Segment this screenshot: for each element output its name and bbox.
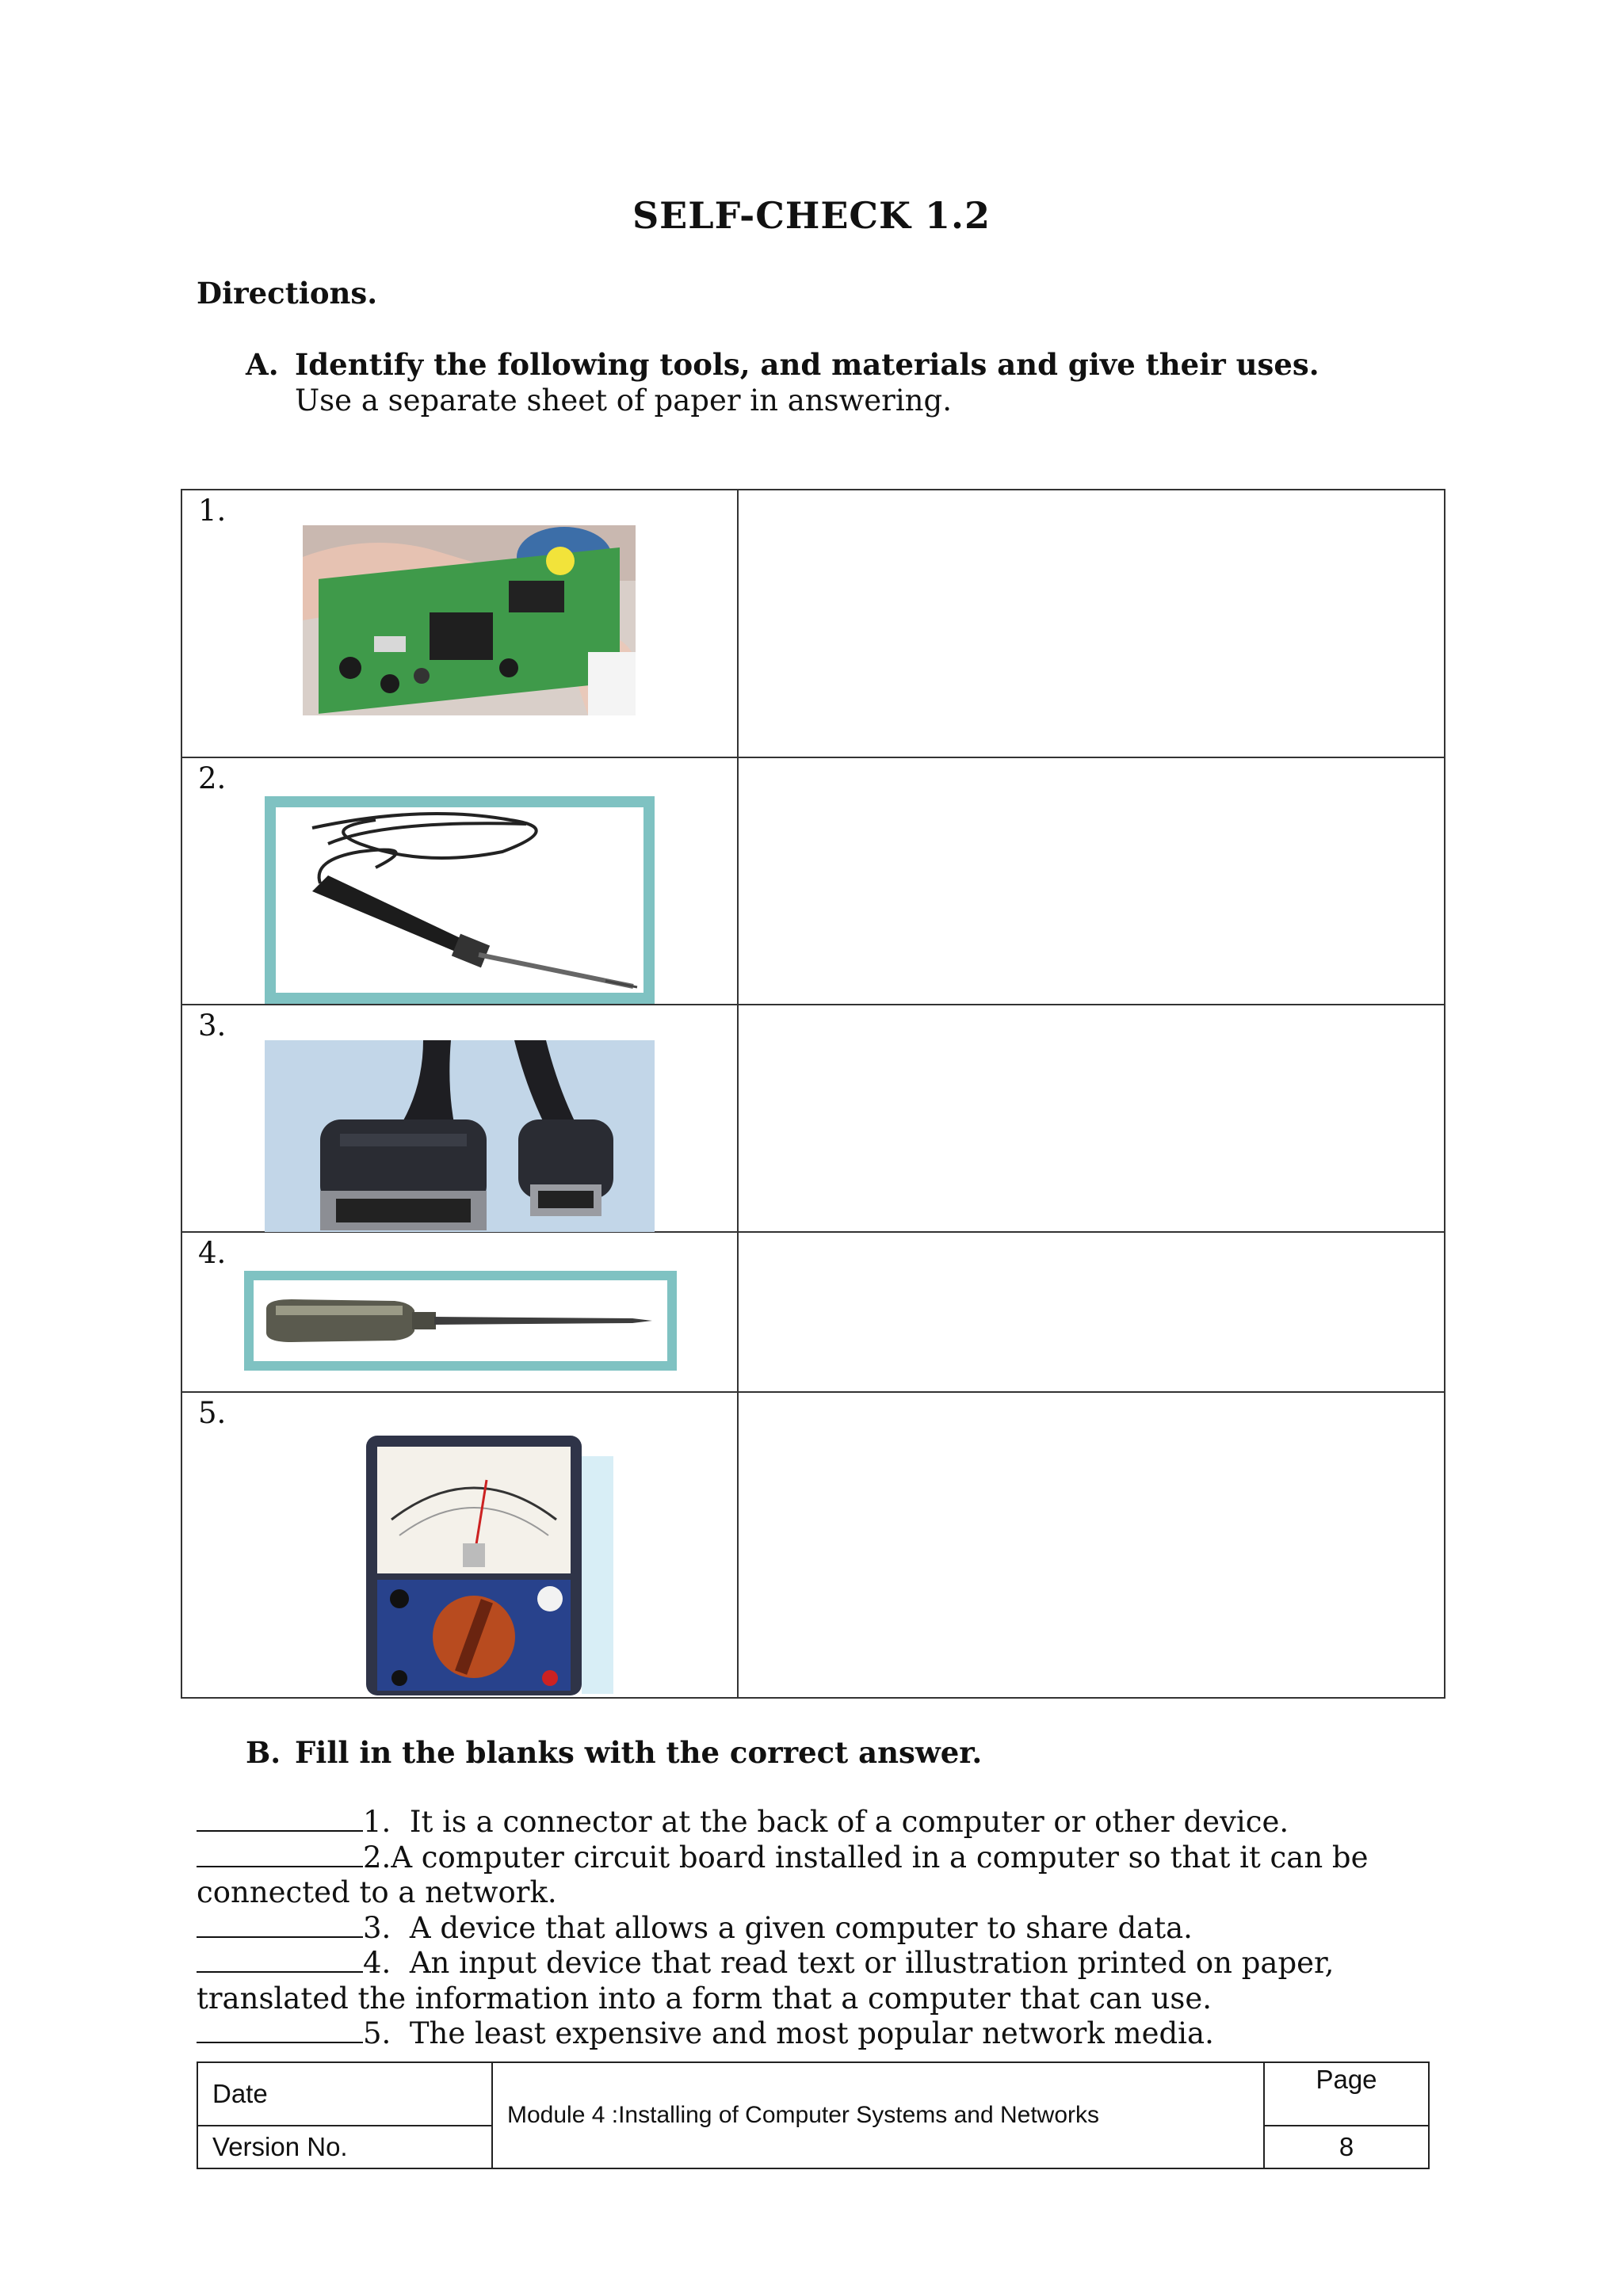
table-row xyxy=(181,1392,1445,1698)
item-number: 1. xyxy=(363,1805,391,1839)
tool-answer-cell[interactable] xyxy=(738,1392,1445,1698)
page-title: SELF-CHECK 1.2 xyxy=(632,194,991,237)
row-number: 4. xyxy=(198,1236,227,1270)
list-item xyxy=(197,1840,1433,1911)
part-a-heading xyxy=(246,347,1319,382)
footer-version-label: Version No. xyxy=(197,2126,492,2168)
answer-blank[interactable] xyxy=(197,1913,363,1938)
item-text: A computer circuit board installed in a computer so that it can be connected to a network. xyxy=(197,1840,1378,1909)
fill-in-list xyxy=(197,1805,1433,2052)
item-number: 4. xyxy=(363,1946,391,1980)
row-number: 3. xyxy=(198,1009,227,1043)
tools-table xyxy=(181,489,1445,1699)
tool-image-cell xyxy=(181,757,738,1005)
row-number: 5. xyxy=(198,1396,227,1430)
list-item xyxy=(197,1805,1433,1840)
tool-image-cell xyxy=(181,1392,738,1698)
item-number: 3. xyxy=(363,1910,391,1945)
item-text: The least expensive and most popular network media. xyxy=(391,2016,1214,2050)
part-b-heading-text: Fill in the blanks with the correct answer. xyxy=(295,1735,983,1770)
table-row xyxy=(181,490,1445,757)
tool-answer-cell[interactable] xyxy=(738,757,1445,1005)
part-a-note: Use a separate sheet of paper in answering. xyxy=(295,383,952,418)
tool-image-cell xyxy=(181,490,738,757)
part-a-letter: A. xyxy=(246,347,279,382)
tool-answer-cell[interactable] xyxy=(738,1005,1445,1232)
usb-cable-image xyxy=(265,1040,655,1232)
footer-page-number: 8 xyxy=(1264,2126,1429,2168)
answer-blank[interactable] xyxy=(197,1842,363,1867)
tool-image-cell xyxy=(181,1232,738,1392)
list-item xyxy=(197,1946,1433,2016)
soldering-iron-image xyxy=(265,796,655,1004)
screwdriver-image xyxy=(244,1271,677,1371)
part-b-heading xyxy=(246,1735,982,1770)
multimeter-image xyxy=(352,1425,621,1697)
row-number: 2. xyxy=(198,761,227,795)
answer-blank[interactable] xyxy=(197,2018,363,2043)
network-card-image xyxy=(303,525,636,715)
answer-blank[interactable] xyxy=(197,1806,363,1832)
part-b-letter: B. xyxy=(246,1735,281,1770)
footer-page-label: Page xyxy=(1264,2062,1429,2126)
tool-answer-cell[interactable] xyxy=(738,1232,1445,1392)
footer-module-title: Module 4 :Installing of Computer Systems and Networks xyxy=(492,2062,1264,2168)
table-row xyxy=(181,1005,1445,1232)
item-text: An input device that read text or illustration printed on paper, translated the information into a form that a computer that can use. xyxy=(197,1946,1344,2016)
page-footer xyxy=(197,2061,1430,2169)
table-row xyxy=(181,1232,1445,1392)
directions-label: Directions. xyxy=(197,276,378,311)
item-text: A device that allows a given computer to share data. xyxy=(391,1910,1193,1945)
list-item xyxy=(197,2016,1433,2052)
answer-blank[interactable] xyxy=(197,1947,363,1973)
footer-date-label: Date xyxy=(197,2062,492,2126)
list-item xyxy=(197,1911,1433,1947)
item-number: 2. xyxy=(363,1840,391,1875)
table-row xyxy=(181,757,1445,1005)
item-number: 5. xyxy=(363,2016,391,2050)
tool-answer-cell[interactable] xyxy=(738,490,1445,757)
tool-image-cell xyxy=(181,1005,738,1232)
row-number: 1. xyxy=(198,494,227,528)
part-a-heading-text: Identify the following tools, and materials and give their uses. xyxy=(295,347,1319,382)
item-text: It is a connector at the back of a computer or other device. xyxy=(391,1805,1289,1839)
